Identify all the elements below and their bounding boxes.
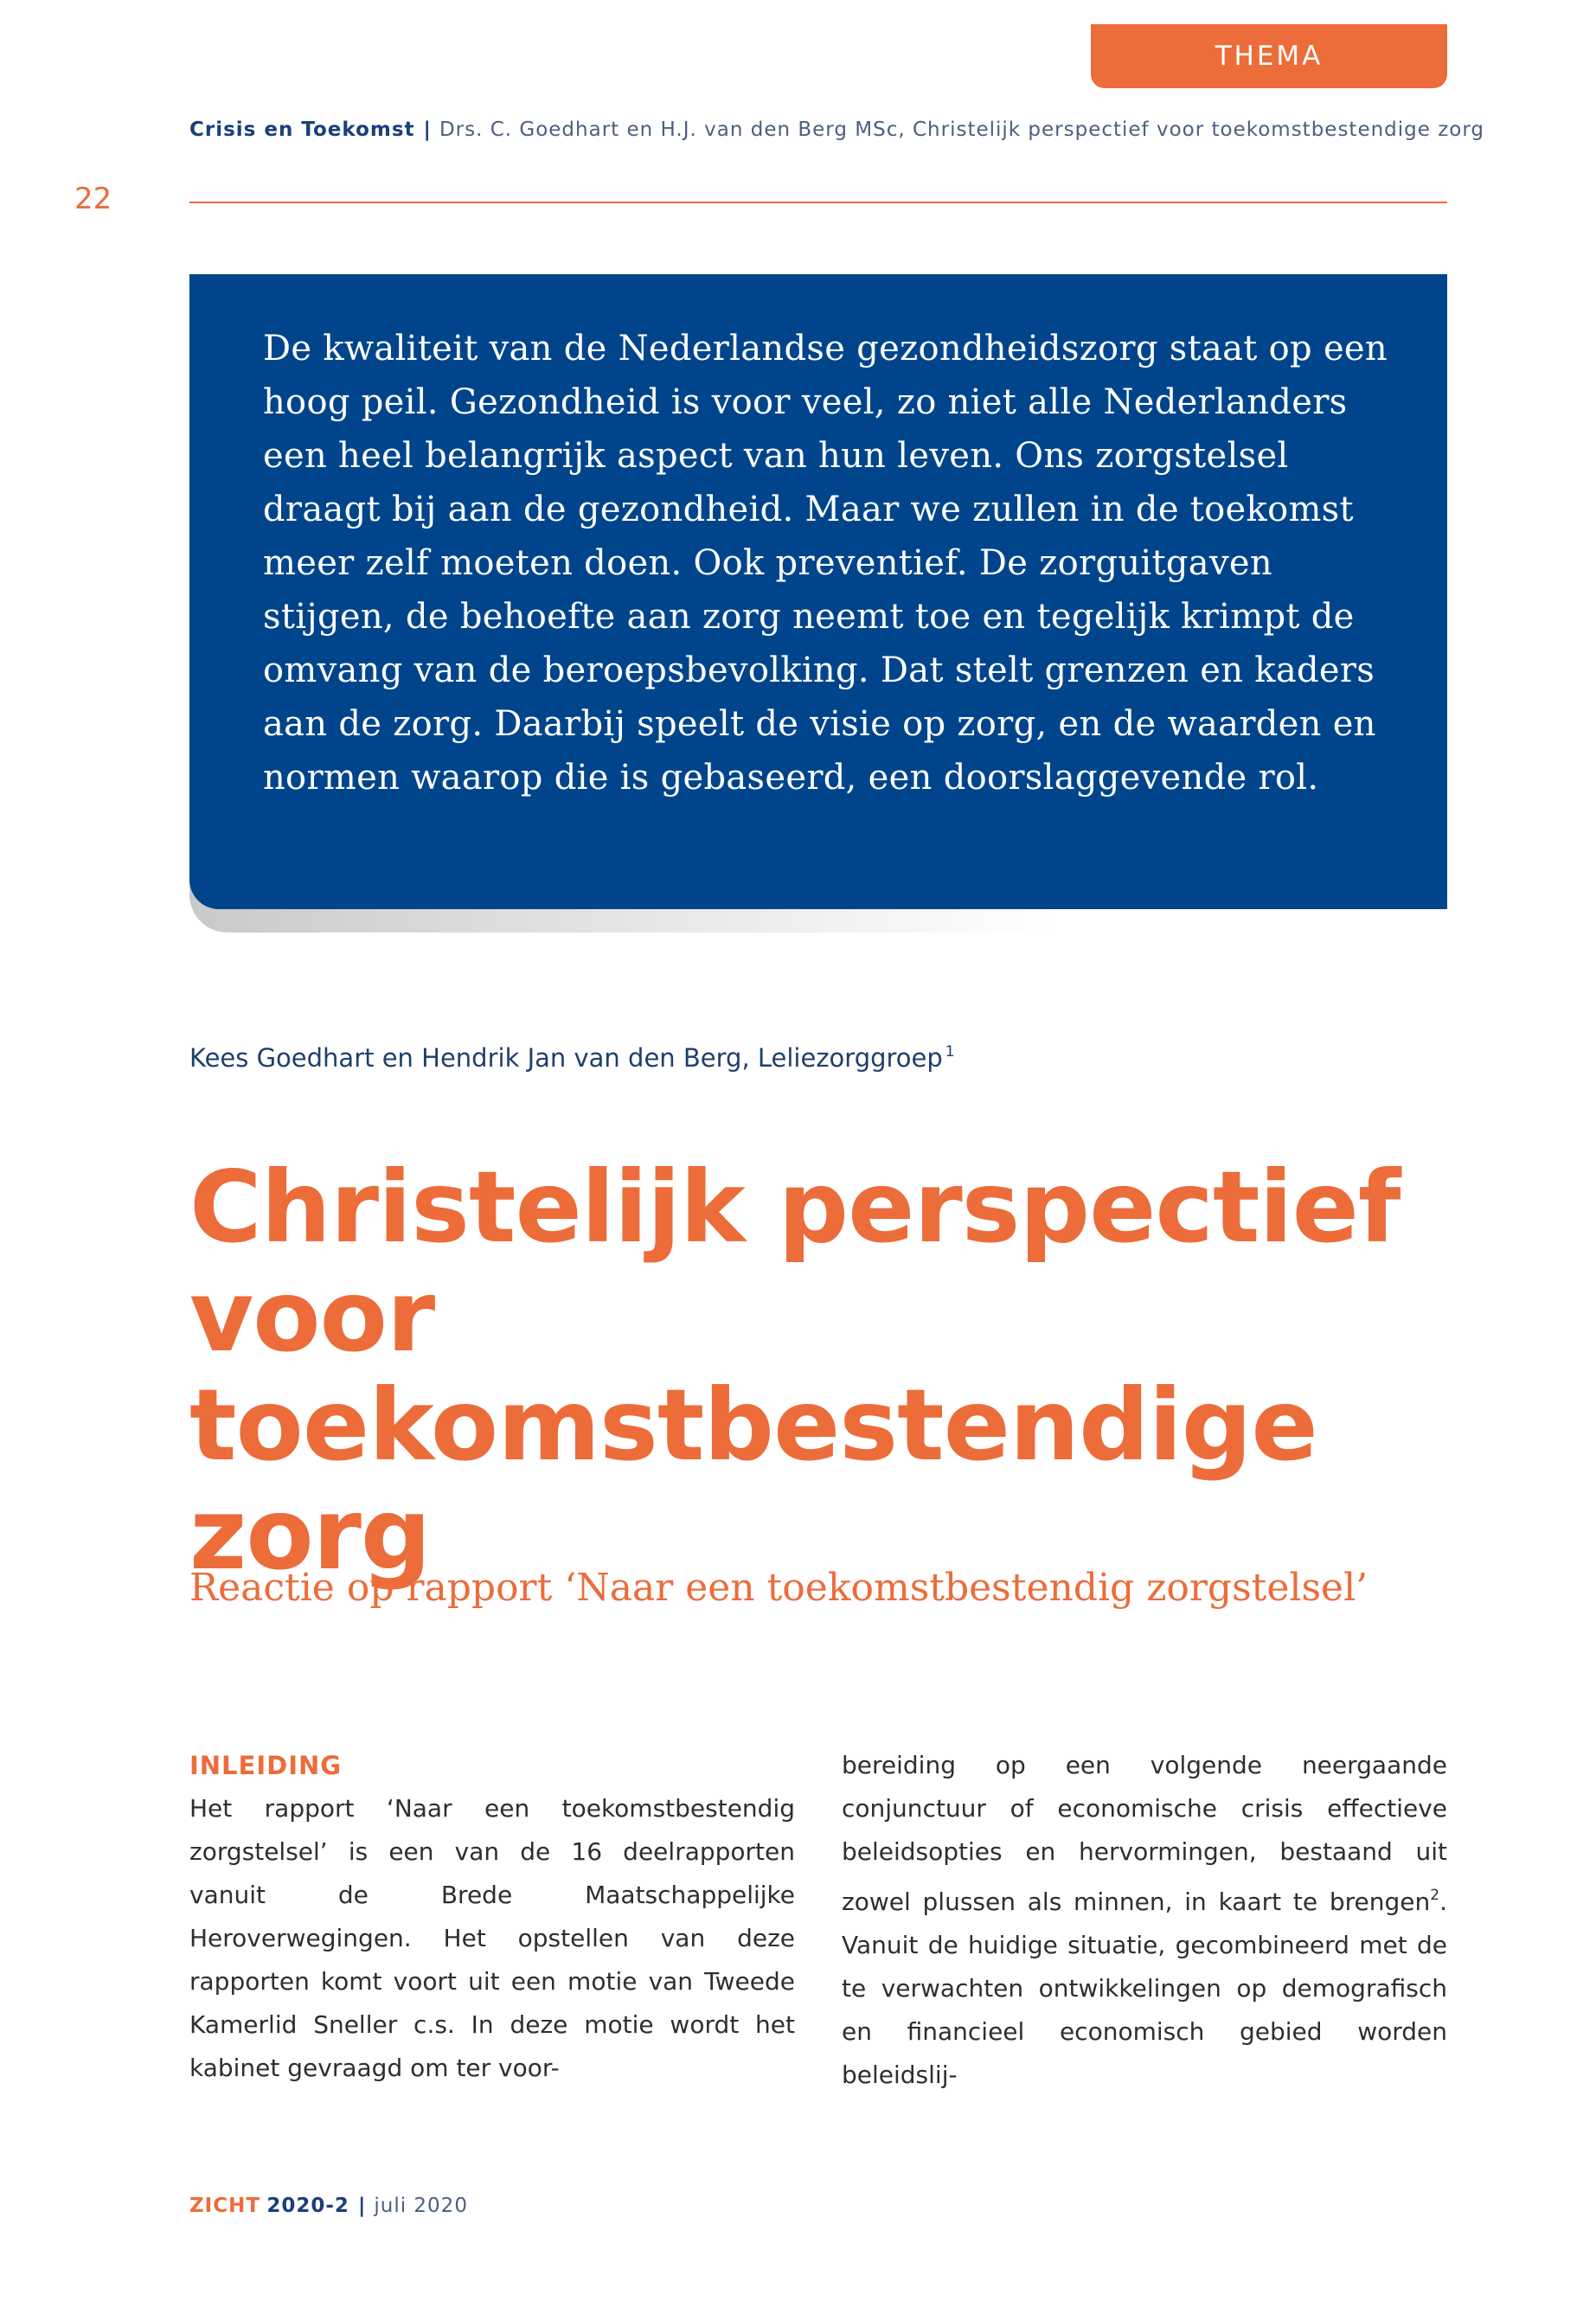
section-heading: INLEIDING xyxy=(189,1751,343,1780)
body-paragraph-right xyxy=(842,1744,1447,2097)
article-subtitle: Reactie op rapport ‘Naar een toekomstbestendig zorgstelsel’ xyxy=(189,1566,1368,1610)
running-header-title: Drs. C. Goedhart en H.J. van den Berg MSc, Christelijk perspectief voor toekomstbestendige zorg xyxy=(439,119,1485,141)
running-header-separator: | xyxy=(423,119,431,141)
footer xyxy=(189,2190,468,2221)
byline-text: Kees Goedhart en Hendrik Jan van den Berg, Leliezorggroep xyxy=(189,1043,943,1073)
byline-footnote-marker[interactable]: 1 xyxy=(945,1043,955,1061)
footer-magazine: ZICHT xyxy=(189,2195,261,2217)
article-title: Christelijk perspectief voor toekomstbestendige zorg xyxy=(189,1150,1401,1592)
running-header xyxy=(189,112,1485,147)
thema-tab: THEMA xyxy=(1091,24,1447,88)
running-header-section: Crisis en Toekomst xyxy=(189,119,415,141)
page-number: 22 xyxy=(74,182,112,216)
body-text-right-b: . Vanuit de huidige situatie, gecombineerd met de te verwachten ontwikkelingen op demografisch en financieel economisch gebied worden beleidslij- xyxy=(842,1888,1447,2089)
byline xyxy=(189,1043,955,1073)
footnote-marker-2[interactable]: 2 xyxy=(1430,1887,1440,1904)
footer-separator: | xyxy=(357,2195,366,2217)
footer-issue: 2020-2 xyxy=(266,2195,349,2217)
intro-text: De kwaliteit van de Nederlandse gezondheidszorg staat op een hoog peil. Gezondheid is voor veel, zo niet alle Nederlanders een heel belangrijk aspect van hun leven. Ons zorgstelsel draagt bij aan de gezondheid. Maar we zullen in de toekomst meer zelf moeten doen. Ook preventief. De zorguitgaven stijgen, de behoefte aan zorg neemt toe en tegelijk krimpt de omvang van de beroepsbevolking. Dat stelt grenzen en kaders aan de zorg. Daarbij speelt de visie op zorg, en de waarden en normen waarop die is gebaseerd, een doorslaggevende rol. xyxy=(263,329,1388,798)
body-column-right xyxy=(842,1744,1447,2097)
body-column-left xyxy=(189,1744,795,2090)
body-paragraph-left: Het rapport ‘Naar een toekomstbestendig zorgstelsel’ is een van de 16 deelrapporten vanuit de Brede Maatschappelijke Heroverwegingen. Het opstellen van deze rapporten komt voort uit een motie van Tweede Kamerlid Sneller c.s. In deze motie wordt het kabinet gevraagd om ter voor- xyxy=(189,1794,795,2082)
header-divider xyxy=(189,202,1447,203)
footer-date: juli 2020 xyxy=(374,2195,468,2217)
body-text-right-a: bereiding op een volgende neergaande conjunctuur of economische crisis effectieve beleidsopties en hervormingen, bestaand uit zowel plussen als minnen, in kaart te brengen xyxy=(842,1751,1447,1916)
